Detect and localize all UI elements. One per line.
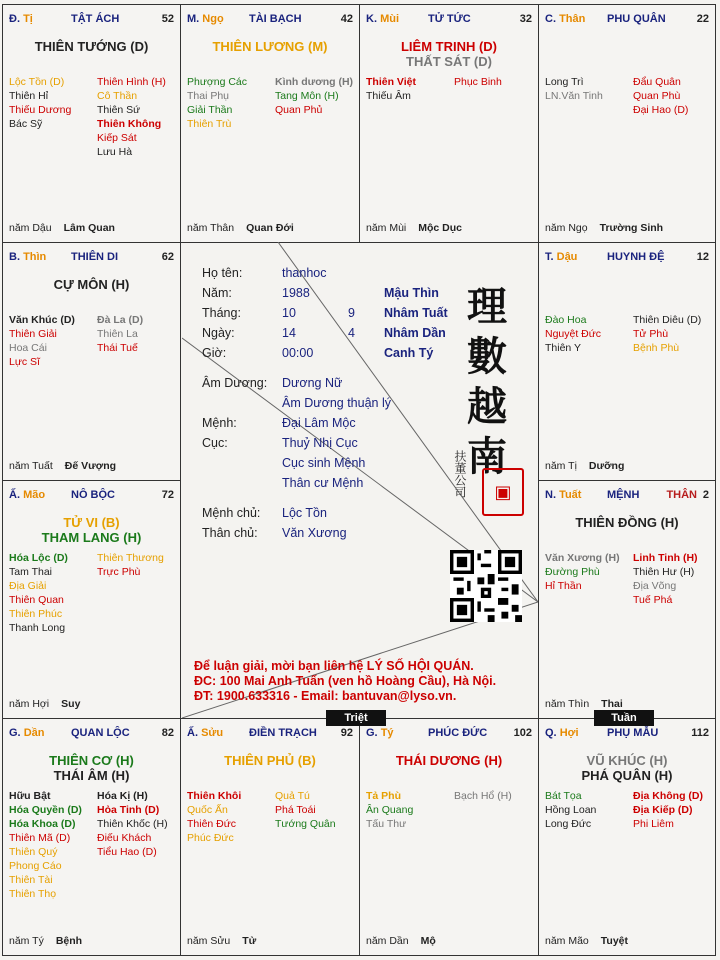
minor-stars-left	[187, 789, 241, 845]
minor-star: Tam Thai	[9, 566, 52, 578]
palace-age: 112	[691, 727, 709, 739]
palace-house: MỆNH	[607, 489, 640, 501]
palace-year: năm Dậu	[9, 222, 52, 234]
major-star: LIÊM TRINH (D)	[400, 39, 498, 54]
minor-star: Phá Toái	[275, 804, 316, 816]
minor-stars-right	[633, 789, 703, 831]
minor-star: Kình dương (H)	[275, 76, 354, 88]
palace-age: 82	[161, 727, 174, 739]
minor-star: Thiên Khốc (H)	[97, 818, 168, 830]
cuc-note-1: Cục sinh Mệnh	[282, 456, 366, 470]
palace-stage: Quan Đới	[246, 222, 294, 234]
menh-value: Đại Lâm Mộc	[282, 416, 356, 430]
palace-chi: Hợi	[559, 727, 579, 739]
minor-star: Quốc Ấn	[187, 804, 228, 816]
red-seal: ▣	[482, 468, 524, 516]
amduong-value: Dương Nữ	[282, 376, 343, 390]
minor-star: Thiên Khôi	[187, 790, 242, 802]
minor-star: Tử Phù	[633, 328, 669, 340]
palace-position	[9, 727, 44, 739]
palace-age: 52	[161, 13, 174, 25]
triet-marker: Triệt	[326, 710, 386, 726]
minor-star: Đà La (D)	[97, 314, 144, 326]
contact-line-3: ĐT: 1900.633316 - Email: bantuvan@lyso.vn.	[194, 689, 457, 703]
palace-position	[187, 727, 223, 739]
palace-age: 42	[340, 13, 353, 25]
palace-mao	[2, 480, 181, 719]
palace-year: năm Tuất	[9, 460, 53, 472]
major-star: THIÊN ĐỒNG (H)	[575, 515, 679, 530]
minor-star: Thiên Thọ	[9, 888, 57, 900]
minor-stars-left	[545, 313, 601, 355]
palace-age: 32	[519, 13, 532, 25]
minor-star: Hỉ Thần	[545, 580, 582, 592]
year-value: 1988	[282, 286, 310, 300]
minor-star: Tướng Quân	[275, 818, 336, 830]
minor-star: Hồng Loan	[545, 804, 597, 816]
palace-stage: Đế Vượng	[64, 460, 117, 472]
palace-can: Đ.	[9, 13, 20, 25]
tuan-marker: Tuần	[594, 710, 654, 726]
minor-star: Thiên Mã (D)	[9, 832, 71, 844]
palace-house: PHÚC ĐỨC	[428, 727, 488, 739]
day-value: 14	[282, 326, 296, 340]
palace-age: 102	[513, 727, 532, 739]
minor-star: Hóa Quyền (D)	[9, 804, 82, 816]
palace-position	[9, 489, 45, 501]
palace-chi: Tị	[23, 13, 33, 25]
minor-stars-left	[545, 75, 603, 103]
name-label: Họ tên:	[202, 266, 243, 280]
major-star: THIÊN LƯƠNG (M)	[212, 39, 328, 54]
year-label: Năm:	[202, 286, 232, 300]
palace-year: năm Sửu	[187, 935, 231, 947]
palace-age: 62	[161, 251, 174, 263]
major-star: PHÁ QUÂN (H)	[581, 768, 673, 783]
palace-footer	[187, 935, 256, 947]
contact-line-1: Để luận giải, mời bạn liên hệ LÝ SỐ HỘI QUÁN.	[194, 659, 474, 673]
palace-year: năm Tị	[545, 460, 577, 472]
palace-footer	[9, 222, 115, 234]
palace-header	[366, 13, 534, 27]
minor-star: Thiên Hình (H)	[97, 76, 166, 88]
palace-house: TÀI BẠCH	[249, 13, 302, 25]
minor-star: Bệnh Phù	[633, 342, 680, 354]
minor-star: Đẩu Quân	[633, 76, 681, 88]
palace-chi: Dần	[23, 727, 45, 739]
palace-year: năm Tý	[9, 935, 44, 947]
palace-footer	[9, 460, 116, 472]
seal-side-text: 扶董公司	[453, 450, 467, 498]
contact-line-2: ĐC: 100 Mai Anh Tuấn (ven hồ Hoàng Cầu), Hà Nội.	[194, 674, 497, 688]
minor-star: Phượng Các	[187, 76, 248, 88]
palace-hoi	[538, 718, 716, 956]
name-value: thanhoc	[282, 266, 327, 280]
palace-position	[9, 13, 33, 25]
palace-ti	[2, 4, 181, 243]
palace-year: năm Dần	[366, 935, 409, 947]
cuc-note-2: Thân cư Mệnh	[282, 476, 364, 490]
minor-star: Bác Sỹ	[9, 118, 43, 130]
palace-header	[545, 489, 711, 503]
minor-stars-right	[633, 551, 698, 607]
minor-star: Thiên Việt	[366, 76, 416, 88]
minor-stars-left	[545, 551, 620, 593]
palace-year: năm Hợi	[9, 698, 50, 710]
menhchu-value: Lộc Tồn	[282, 506, 327, 520]
palace-age: 2	[702, 489, 709, 501]
minor-star: Quan Phủ	[275, 104, 323, 116]
minor-stars-right	[97, 551, 164, 579]
palace-year: năm Ngọ	[545, 222, 588, 234]
menh-label: Mệnh:	[202, 416, 237, 430]
minor-star: Thiếu Âm	[366, 90, 411, 102]
palace-chi: Thìn	[23, 251, 47, 263]
minor-star: Bạch Hổ (H)	[454, 790, 512, 802]
palace-footer	[545, 460, 624, 472]
palace-ngo	[180, 4, 360, 243]
minor-star: Tả Phù	[366, 790, 402, 802]
minor-star: Lưu Hà	[97, 146, 133, 158]
month-label: Tháng:	[202, 306, 241, 320]
palace-header	[366, 727, 534, 741]
palace-footer	[187, 222, 294, 234]
palace-house: ĐIỀN TRẠCH	[249, 727, 317, 739]
palace-can: N.	[545, 489, 556, 501]
palace-chi: Tý	[380, 727, 394, 739]
minor-star: Lực Sĩ	[9, 356, 40, 368]
minor-star: Thiên Sứ	[97, 104, 141, 116]
minor-star: Tấu Thư	[366, 818, 407, 830]
minor-star: Đường Phù	[545, 566, 600, 578]
major-star: THIÊN TƯỚNG (D)	[34, 39, 149, 54]
minor-star: Địa Giải	[9, 580, 47, 592]
contact-info	[194, 659, 496, 704]
minor-stars-right	[97, 75, 166, 159]
palace-header	[9, 727, 176, 741]
minor-star: Địa Võng	[633, 580, 677, 592]
palace-header	[9, 251, 176, 265]
calligraphy-char-3: 越	[467, 383, 507, 430]
than-marker: THÂN	[666, 489, 697, 501]
palace-can: Ấ.	[187, 727, 198, 739]
calligraphy-char-1: 理	[467, 283, 507, 330]
minor-stars-right	[275, 789, 336, 831]
minor-star: Thiên Y	[545, 342, 581, 354]
minor-star: Bát Tọa	[545, 790, 582, 802]
palace-header	[187, 13, 355, 27]
minor-star: Tang Môn (H)	[275, 90, 339, 102]
minor-star: Địa Không (D)	[633, 790, 703, 802]
minor-stars-left	[9, 313, 75, 369]
palace-stage: Tử	[242, 935, 257, 947]
palace-footer	[545, 935, 628, 947]
palace-position	[545, 489, 581, 501]
palace-header	[9, 489, 176, 503]
palace-stage: Suy	[61, 698, 81, 710]
month-value: 10	[282, 306, 296, 320]
palace-can: Q.	[545, 727, 557, 739]
minor-star: Tiểu Hao (D)	[97, 846, 157, 858]
minor-stars-left	[545, 789, 596, 831]
palace-house: QUAN LỘC	[71, 727, 130, 739]
palace-chi: Tuất	[559, 489, 582, 501]
palace-chi: Ngọ	[202, 13, 224, 25]
palace-can: G.	[366, 727, 378, 739]
palace-stage: Lâm Quan	[63, 222, 115, 234]
palace-chi: Mão	[23, 489, 46, 501]
palace-year: năm Thân	[187, 222, 235, 234]
palace-position	[366, 13, 399, 25]
minor-stars-left	[9, 789, 82, 901]
minor-star: Linh Tinh (H)	[633, 552, 698, 564]
palace-footer	[545, 222, 663, 234]
major-star: THIÊN CƠ (H)	[49, 753, 134, 768]
minor-stars-right	[454, 789, 512, 803]
minor-star: Thiên Tài	[9, 874, 53, 886]
minor-star: Thiên Không	[97, 118, 162, 130]
minor-star: Ân Quang	[366, 804, 414, 816]
minor-star: Văn Khúc (D)	[9, 314, 75, 326]
minor-star: Nguyệt Đức	[545, 328, 602, 340]
palace-house: NÔ BỘC	[71, 489, 115, 501]
cuc-value: Thuỷ Nhị Cục	[282, 436, 358, 450]
palace-stage: Bệnh	[55, 935, 83, 947]
minor-star: Thiên Diêu (D)	[633, 314, 702, 326]
minor-star: Thiên Đức	[187, 818, 237, 830]
minor-stars-right	[454, 75, 502, 89]
palace-position	[545, 251, 577, 263]
month-lunar: 9	[348, 306, 355, 320]
minor-star: Phúc Đức	[187, 832, 234, 844]
major-star: TỬ VI (B)	[63, 515, 120, 530]
hour-canchi: Canh Tý	[384, 346, 434, 360]
palace-position	[187, 13, 224, 25]
palace-thin	[2, 242, 181, 481]
palace-dan	[2, 718, 181, 956]
palace-chi: Sửu	[201, 727, 224, 739]
minor-star: Trực Phù	[97, 566, 141, 578]
minor-star: Hoa Cái	[9, 342, 47, 354]
year-canchi: Mậu Thìn	[384, 286, 439, 300]
palace-age: 22	[696, 13, 709, 25]
astrology-chart	[2, 4, 716, 956]
palace-position	[545, 13, 585, 25]
palace-footer	[545, 698, 623, 710]
month-canchi: Nhâm Tuất	[384, 306, 448, 320]
minor-stars-right	[633, 75, 688, 117]
minor-star: Hóa Lộc (D)	[9, 552, 68, 564]
palace-age: 12	[696, 251, 709, 263]
palace-header	[545, 13, 711, 27]
minor-star: Địa Kiếp (D)	[633, 804, 693, 816]
palace-can: K.	[366, 13, 377, 25]
major-star: THÁI ÂM (H)	[53, 768, 130, 783]
palace-footer	[366, 935, 436, 947]
minor-star: Thiên La	[97, 328, 138, 340]
day-lunar: 4	[348, 326, 355, 340]
day-label: Ngày:	[202, 326, 235, 340]
palace-stage: Trường Sinh	[599, 222, 664, 234]
minor-star: Phục Binh	[454, 76, 502, 88]
palace-age: 72	[161, 489, 174, 501]
minor-star: Thiên Giải	[9, 328, 57, 340]
palace-can: M.	[187, 13, 200, 25]
minor-star: Hóa Kị (H)	[97, 790, 148, 802]
minor-star: Giải Thần	[187, 104, 233, 116]
minor-star: Long Đức	[545, 818, 592, 830]
palace-header	[9, 13, 176, 27]
major-star: THẤT SÁT (D)	[406, 54, 492, 69]
palace-can: Ấ.	[9, 489, 20, 501]
minor-star: Quả Tú	[275, 790, 310, 802]
minor-star: LN.Văn Tinh	[545, 90, 603, 102]
minor-star: Thai Phụ	[187, 90, 230, 102]
palace-stage: Dưỡng	[588, 460, 625, 472]
palace-house: TẬT ÁCH	[71, 13, 120, 25]
palace-house: THIÊN DI	[71, 251, 119, 263]
palace-position	[366, 727, 394, 739]
major-star: THÁI DƯƠNG (H)	[395, 753, 503, 768]
palace-header	[545, 727, 711, 741]
minor-star: Thiếu Dương	[9, 104, 72, 116]
palace-stage: Tuyệt	[600, 935, 629, 947]
minor-star: Long Trì	[545, 76, 584, 88]
cuc-label: Cục:	[202, 436, 228, 450]
palace-chi: Thân	[559, 13, 586, 25]
minor-star: Cô Thần	[97, 90, 138, 102]
hour-value: 00:00	[282, 346, 314, 360]
palace-year: năm Mùi	[366, 222, 407, 234]
minor-stars-right	[97, 789, 168, 859]
thanchu-value: Văn Xương	[282, 526, 347, 540]
calligraphy-char-4: 南	[467, 433, 507, 480]
palace-stage: Thai	[601, 698, 623, 710]
minor-stars-left	[9, 551, 68, 635]
major-star: CỰ MÔN (H)	[53, 277, 130, 292]
palace-house: PHU QUÂN	[607, 13, 666, 25]
center-panel	[182, 242, 538, 718]
minor-star: Thanh Long	[9, 622, 66, 634]
palace-position	[545, 727, 579, 739]
palace-header	[545, 251, 711, 265]
minor-stars-left	[9, 75, 71, 131]
minor-star: Đào Hoa	[545, 314, 587, 326]
palace-header	[187, 727, 355, 741]
minor-star: Hỏa Tinh (D)	[97, 804, 160, 816]
thanchu-label: Thân chủ:	[202, 526, 258, 540]
palace-ty	[359, 718, 539, 956]
minor-star: Thiên Phúc	[9, 608, 63, 620]
palace-can: T.	[545, 251, 554, 263]
amduong-note: Âm Dương thuận lý	[282, 396, 391, 410]
minor-star: Thiên Quý	[9, 846, 58, 858]
calligraphy-char-2: 數	[467, 333, 507, 380]
minor-star: Kiếp Sát	[97, 132, 137, 144]
menhchu-label: Mệnh chủ:	[202, 506, 261, 520]
minor-star: Thái Tuế	[97, 342, 138, 354]
palace-year: năm Mão	[545, 935, 589, 947]
minor-star: Điếu Khách	[97, 832, 152, 844]
palace-house: TỬ TỨC	[428, 13, 471, 25]
minor-star: Đại Hao (D)	[633, 104, 689, 116]
minor-star: Hữu Bật	[9, 790, 51, 802]
palace-than	[538, 4, 716, 243]
minor-star: Phi Liêm	[633, 818, 674, 830]
day-canchi: Nhâm Dần	[384, 326, 446, 340]
minor-star: Thiên Trù	[187, 118, 232, 130]
minor-star: Thiên Quan	[9, 594, 64, 606]
palace-position	[9, 251, 46, 263]
palace-suu	[180, 718, 360, 956]
minor-star: Quan Phù	[633, 90, 681, 102]
palace-house: HUYNH ĐỆ	[607, 251, 665, 263]
major-star: THIÊN PHỦ (B)	[224, 753, 316, 768]
minor-star: Thiên Hư (H)	[633, 566, 695, 578]
minor-star: Phong Cáo	[9, 860, 62, 872]
minor-star: Tuế Phá	[633, 594, 673, 606]
palace-tuat	[538, 480, 716, 719]
major-star: VŨ KHÚC (H)	[586, 753, 668, 768]
palace-chi: Dậu	[556, 251, 578, 263]
palace-stage: Mộ	[420, 935, 436, 947]
palace-chi: Mùi	[380, 13, 400, 25]
minor-star: Văn Xương (H)	[545, 552, 620, 564]
hour-label: Giờ:	[202, 346, 227, 360]
minor-stars-left	[366, 789, 413, 831]
minor-stars-right	[275, 75, 353, 117]
palace-mui	[359, 4, 539, 243]
palace-house: PHỤ MẪU	[607, 727, 659, 739]
minor-star: Lộc Tồn (D)	[9, 76, 65, 88]
amduong-label: Âm Dương:	[202, 376, 268, 390]
palace-can: B.	[9, 251, 20, 263]
palace-can: G.	[9, 727, 21, 739]
minor-stars-right	[633, 313, 701, 355]
qr-code[interactable]	[450, 550, 522, 622]
palace-dau	[538, 242, 716, 481]
palace-stage: Mộc Dục	[418, 222, 463, 234]
palace-footer	[9, 935, 82, 947]
palace-footer	[366, 222, 462, 234]
minor-star: Thiên Thương	[97, 552, 164, 564]
minor-stars-left	[187, 75, 247, 131]
palace-footer	[9, 698, 80, 710]
minor-stars-right	[97, 313, 143, 355]
palace-year: năm Thìn	[545, 698, 590, 710]
palace-can: C.	[545, 13, 556, 25]
minor-stars-left	[366, 75, 416, 103]
palace-age: 92	[340, 727, 353, 739]
minor-star: Thiên Hỉ	[9, 90, 49, 102]
major-star: THAM LANG (H)	[41, 530, 142, 545]
minor-star: Hóa Khoa (D)	[9, 818, 76, 830]
